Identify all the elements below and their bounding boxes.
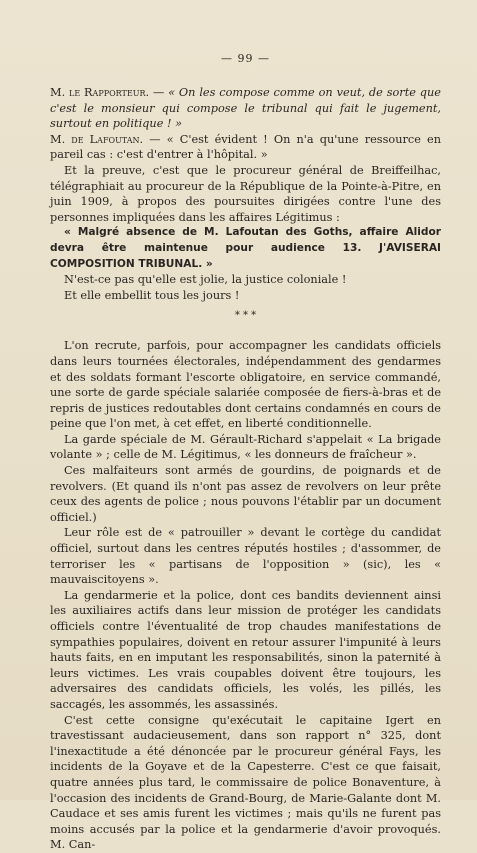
speaker-name: M. de Lafoutan.: [50, 132, 144, 146]
paragraph-recrute: L'on recrute, parfois, pour accompagner les candidats officiels dans leurs tournées électorales, indépendamment des gendarmes et des soldats formant l'escorte obligatoire, en service commandé, une sorte de garde spéciale salariée composée de fiers-à-bras et de repris de justices redoutables dont certains condamnés en cours de peine que l'on met, à cet effet, en liberté conditionnelle.: [50, 339, 441, 431]
paragraph-jolie: N'est-ce pas qu'elle est jolie, la justice coloniale !: [64, 273, 347, 287]
paragraph-garde: La garde spéciale de M. Gérault-Richard s'appelait « La brigade volante » ; celle de M. Légitimus, « les donneurs de fraîcheur ».: [50, 432, 441, 462]
quote-text: — « C'est évident ! On n'a qu'une ressource en pareil cas : c'est d'entrer à l'hôpital. »: [50, 132, 441, 162]
speaker-name: M. le Rapporteur.: [50, 86, 150, 99]
paragraph-lafoutan: [50, 132, 441, 163]
section-separator: * * *: [234, 310, 257, 322]
paragraph-preuve: Et la preuve, c'est que le procureur général de Breiffeilhac, télégraphiait au procureur de la République de la Pointe-à-Pitre, en juin 1909, à propos des poursuites dirigées contre l'une des personnes impliquées dans les affaires Légitimus :: [50, 163, 441, 224]
paragraph-malfaiteurs: Ces malfaiteurs sont armés de gourdins, de poignards et de revolvers. (Et quand ils n'ont pas assez de revolvers on leur prête ceux des agents de police ; nous pouvons l'établir par un document officiel.): [50, 464, 441, 524]
page-number: — 99 —: [221, 52, 270, 65]
paragraph-role: Leur rôle est de « patrouiller » devant le cortège du candidat officiel, surtout dans les centres réputés hostiles ; d'assommer, de terroriser les « partisans de l'opposition » (sic), les « mauvaiscitoyens ».: [50, 526, 441, 587]
paragraph-embellit: Et elle embellit tous les jours !: [64, 288, 240, 302]
paragraph-consigne: C'est cette consigne qu'exécutait le capitaine Igert en travestissant audacieusement, dans son rapport n° 325, dont l'inexactitude a été dénoncée par le procureur général Fays, les incidents de la Goyave et de la Capesterre. C'est ce que faisait, quatre années plus tard, le commissaire de police Bonaventure, à l'occasion des incidents de Grand-Bourg, de Marie-Galante dont M. Caudace et ses amis furent les victimes ; mais qu'ils ne furent pas moins accusés par la police et la gendarmerie d'avoir provoqués. M. Can-: [50, 713, 441, 852]
quote-text: — « On les compose comme on veut, de sorte que c'est le monsieur qui compose le tribunal qui fait le jugement, surtout en politique ! »: [50, 86, 441, 131]
paragraph-rapporteur: [50, 85, 441, 132]
paragraph-gendarmerie: La gendarmerie et la police, dont ces bandits deviennent ainsi les auxiliaires actifs dans leur mission de protéger les candidats officiels contre l'éventualité de trop chaudes manifestations de sympathies populaires, doivent en retour assurer l'impunité à leurs hauts faits, en en imputant les responsabilités, sinon la paternité à leurs victimes. Les vrais coupables doivent être toujours, les adversaires des candidats officiels, les volés, les pillés, les saccagés, les assommés, les assassinés.: [50, 588, 441, 711]
paragraph-telegram: « Malgré absence de M. Lafoutan des Goths, affaire Alidor devra être maintenue pour audience 13. J'AVISERAI COMPOSITION TRIBUNAL. »: [50, 226, 441, 270]
